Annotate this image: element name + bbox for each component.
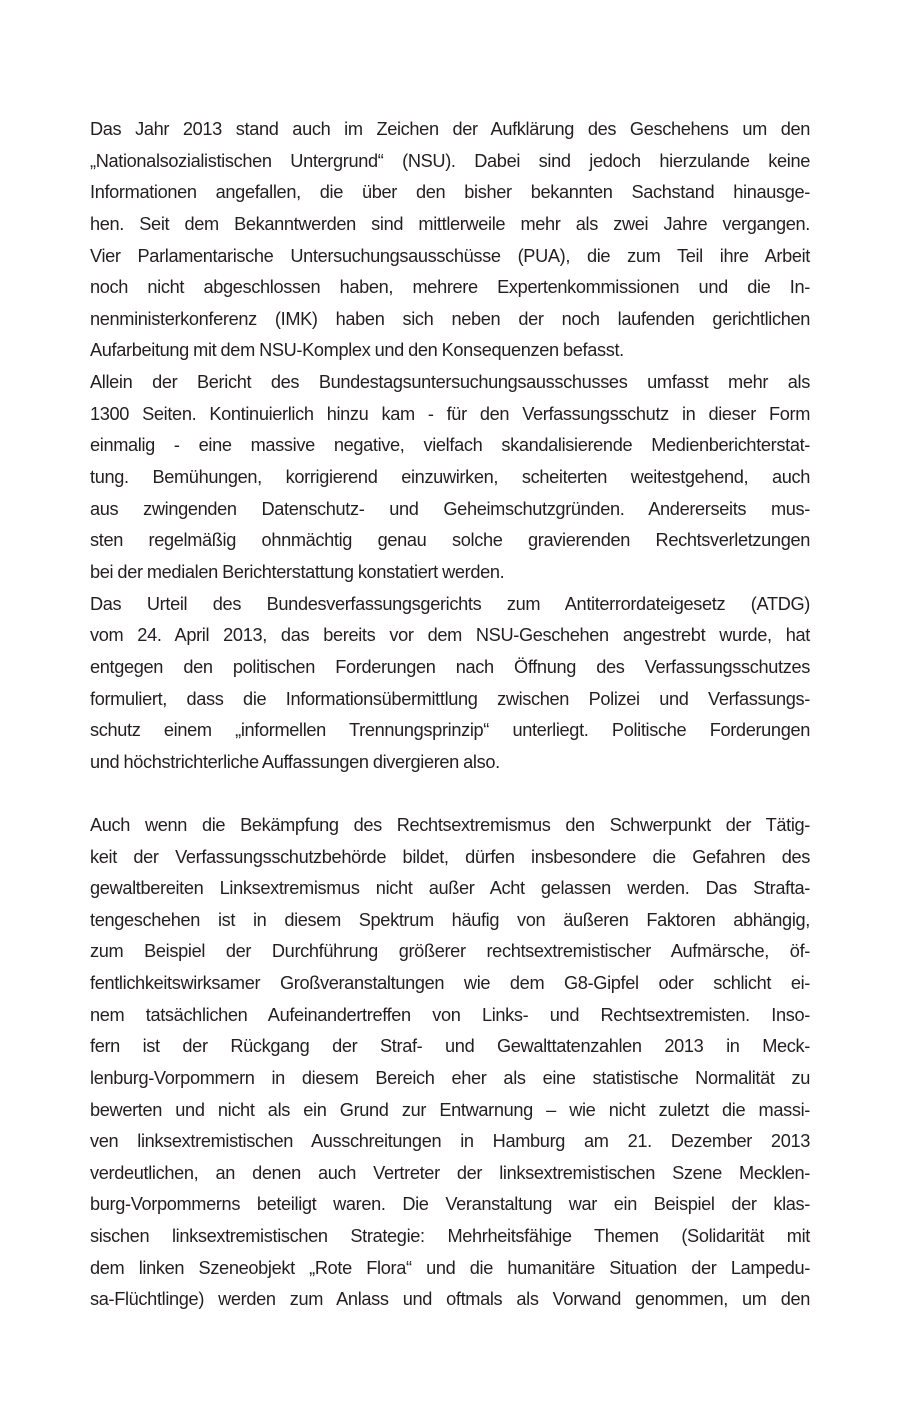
text-line: schutz einem „informellen Trennungsprinzip“ unterliegt. Politische Forderungen: [90, 720, 810, 740]
text-line: entgegen den politischen Forderungen nach Öffnung des Verfassungsschutzes: [90, 657, 810, 677]
text-line: sischen linksextremistischen Strategie: Mehrheitsfähige Themen (Solidarität mit: [90, 1226, 810, 1246]
text-line: nenministerkonferenz (IMK) haben sich neben der noch laufenden gerichtlichen: [90, 309, 810, 329]
text-line: Das Jahr 2013 stand auch im Zeichen der Aufklärung des Geschehens um den: [90, 119, 810, 139]
text-line: dem linken Szeneobjekt „Rote Flora“ und die humanitäre Situation der Lampedu-: [90, 1258, 810, 1278]
text-line: vom 24. April 2013, das bereits vor dem NSU-Geschehen angestrebt wurde, hat: [90, 625, 810, 645]
text-line: Informationen angefallen, die über den bisher bekannten Sachstand hinausge-: [90, 182, 810, 202]
text-line: verdeutlichen, an denen auch Vertreter der linksextremistischen Szene Mecklen-: [90, 1163, 810, 1183]
text-line: hen. Seit dem Bekanntwerden sind mittlerweile mehr als zwei Jahre vergangen.: [90, 214, 810, 234]
text-line: formuliert, dass die Informationsübermittlung zwischen Polizei und Verfassungs-: [90, 689, 810, 709]
text-line: nem tatsächlichen Aufeinandertreffen von Links- und Rechtsextremisten. Inso-: [90, 1005, 810, 1025]
text-line: keit der Verfassungsschutzbehörde bildet, dürfen insbesondere die Gefahren des: [90, 847, 810, 867]
text-line: Das Urteil des Bundesverfassungsgerichts zum Antiterrordateigesetz (ATDG): [90, 594, 810, 614]
text-line: fern ist der Rückgang der Straf- und Gewalttatenzahlen 2013 in Meck-: [90, 1036, 810, 1056]
text-line: fentlichkeitswirksamer Großveranstaltungen wie dem G8-Gipfel oder schlicht ei-: [90, 973, 810, 993]
text-line: Aufarbeitung mit dem NSU-Komplex und den Konsequenzen befasst.: [90, 340, 624, 360]
text-line: ven linksextremistischen Ausschreitungen in Hamburg am 21. Dezember 2013: [90, 1131, 810, 1151]
text-line: und höchstrichterliche Auffassungen divergieren also.: [90, 752, 500, 772]
text-line: Allein der Bericht des Bundestagsuntersuchungsausschusses umfasst mehr als: [90, 372, 810, 392]
text-line: Vier Parlamentarische Untersuchungsausschüsse (PUA), die zum Teil ihre Arbeit: [90, 246, 810, 266]
text-line: bewerten und nicht als ein Grund zur Entwarnung – wie nicht zuletzt die massi-: [90, 1100, 810, 1120]
text-line: 1300 Seiten. Kontinuierlich hinzu kam - für den Verfassungsschutz in dieser Form: [90, 404, 810, 424]
text-line: zum Beispiel der Durchführung größerer rechtsextremistischer Aufmärsche, öf-: [90, 941, 810, 961]
text-line: tengeschehen ist in diesem Spektrum häufig von äußeren Faktoren abhängig,: [90, 910, 810, 930]
text-line: tung. Bemühungen, korrigierend einzuwirken, scheiterten weitestgehend, auch: [90, 467, 810, 487]
text-line: „Nationalsozialistischen Untergrund“ (NSU). Dabei sind jedoch hierzulande keine: [90, 151, 810, 171]
text-line: sten regelmäßig ohnmächtig genau solche gravierenden Rechtsverletzungen: [90, 530, 810, 550]
text-line: einmalig - eine massive negative, vielfach skandalisierende Medienberichterstat-: [90, 435, 810, 455]
text-line: bei der medialen Berichterstattung konstatiert werden.: [90, 562, 505, 582]
text-line: Auch wenn die Bekämpfung des Rechtsextremismus den Schwerpunkt der Tätig-: [90, 815, 810, 835]
text-line: sa-Flüchtlinge) werden zum Anlass und oftmals als Vorwand genommen, um den: [90, 1289, 810, 1309]
text-line: gewaltbereiten Linksextremismus nicht außer Acht gelassen werden. Das Strafta-: [90, 878, 810, 898]
text-line: lenburg-Vorpommern in diesem Bereich eher als eine statistische Normalität zu: [90, 1068, 810, 1088]
text-line: noch nicht abgeschlossen haben, mehrere Expertenkommissionen und die In-: [90, 277, 810, 297]
text-line: burg-Vorpommerns beteiligt waren. Die Veranstaltung war ein Beispiel der klas-: [90, 1194, 810, 1214]
text-line: aus zwingenden Datenschutz- und Geheimschutzgründen. Andererseits mus-: [90, 499, 810, 519]
